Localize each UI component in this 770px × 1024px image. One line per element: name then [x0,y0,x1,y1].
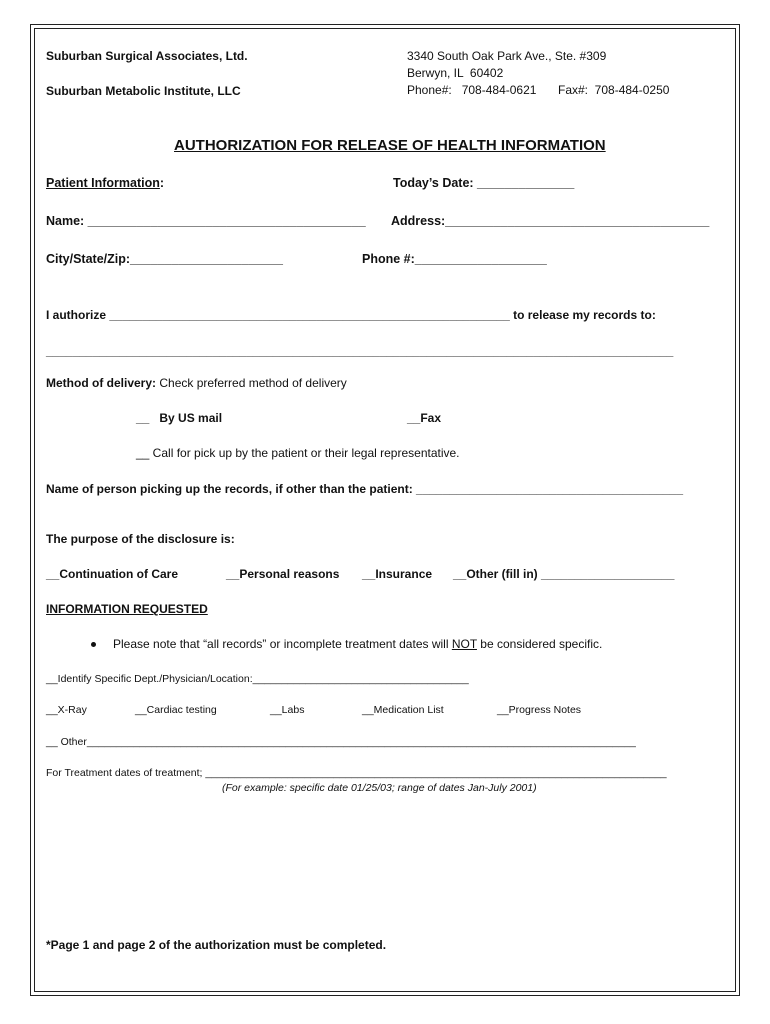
labs-option[interactable]: __Labs [270,704,305,716]
address-field[interactable]: Address:______________________________________ [391,214,710,228]
bullet-icon [91,642,96,647]
identify-dept-field[interactable]: __Identify Specific Dept./Physician/Location:_____________________________________ [46,673,469,685]
footer-note: *Page 1 and page 2 of the authorization must be completed. [46,938,387,952]
address-line-2: Berwyn, IL 60402 [407,66,504,80]
medication-list-option[interactable]: __Medication List [362,704,444,716]
authorize-field[interactable]: I authorize ____________________________________________________________ to release my records to: [46,308,656,322]
todays-date-field[interactable]: Today’s Date: ______________ [393,176,575,190]
fax-option[interactable]: __Fax [407,411,442,425]
fax-number: Fax#: 708-484-0250 [558,83,670,97]
address-line-1: 3340 South Oak Park Ave., Ste. #309 [407,49,607,63]
form-title: AUTHORIZATION FOR RELEASE OF HEALTH INFORMATION [174,137,606,154]
specificity-note-pre: Please note that “all records” or incomplete treatment dates will [113,637,452,651]
purpose-other-field[interactable]: __Other (fill in) ____________________ [453,567,675,581]
city-state-zip-field[interactable]: City/State/Zip:______________________ [46,252,283,266]
page-border-inner [34,28,736,992]
purpose-personal-option[interactable]: __Personal reasons [226,567,340,581]
pickup-option[interactable]: __ Call for pick up by the patient or their legal representative. [136,446,460,460]
patient-info-label: Patient Information [46,176,160,190]
org-name-surgical: Suburban Surgical Associates, Ltd. [46,49,248,63]
pickup-person-field[interactable]: Name of person picking up the records, if other than the patient: ________________________________________ [46,482,683,496]
delivery-method-label: Method of delivery: [46,376,157,390]
name-field[interactable]: Name: ________________________________________ [46,214,366,228]
treatment-dates-example: (For example: specific date 01/25/03; range of dates Jan-July 2001) [222,782,537,794]
xray-option[interactable]: __X-Ray [46,704,87,716]
specificity-note [113,638,602,650]
patient-info-heading [46,177,164,190]
delivery-method-instruction: Check preferred method of delivery [156,376,347,390]
phone-field[interactable]: Phone #:___________________ [362,252,547,266]
purpose-continuation-option[interactable]: __Continuation of Care [46,567,179,581]
purpose-label: The purpose of the disclosure is: [46,532,235,546]
specificity-note-post: be considered specific. [476,637,603,651]
delivery-method-row [46,377,347,389]
patient-info-colon: : [159,176,165,190]
other-info-field[interactable]: __ Other______________________________________________________________________________________________ [46,736,636,748]
progress-notes-option[interactable]: __Progress Notes [497,704,582,716]
specificity-note-not: NOT [451,637,477,651]
purpose-insurance-option[interactable]: __Insurance [362,567,433,581]
treatment-dates-field[interactable]: For Treatment dates of treatment; _______________________________________________________________________________ [46,767,667,779]
us-mail-option[interactable]: __ By US mail [136,411,223,425]
release-to-field[interactable]: ______________________________________________________________________________________________ [46,344,674,358]
org-name-metabolic: Suburban Metabolic Institute, LLC [46,84,241,98]
phone-number: Phone#: 708-484-0621 [407,83,537,97]
cardiac-testing-option[interactable]: __Cardiac testing [135,704,217,716]
info-requested-heading: INFORMATION REQUESTED [46,602,208,616]
